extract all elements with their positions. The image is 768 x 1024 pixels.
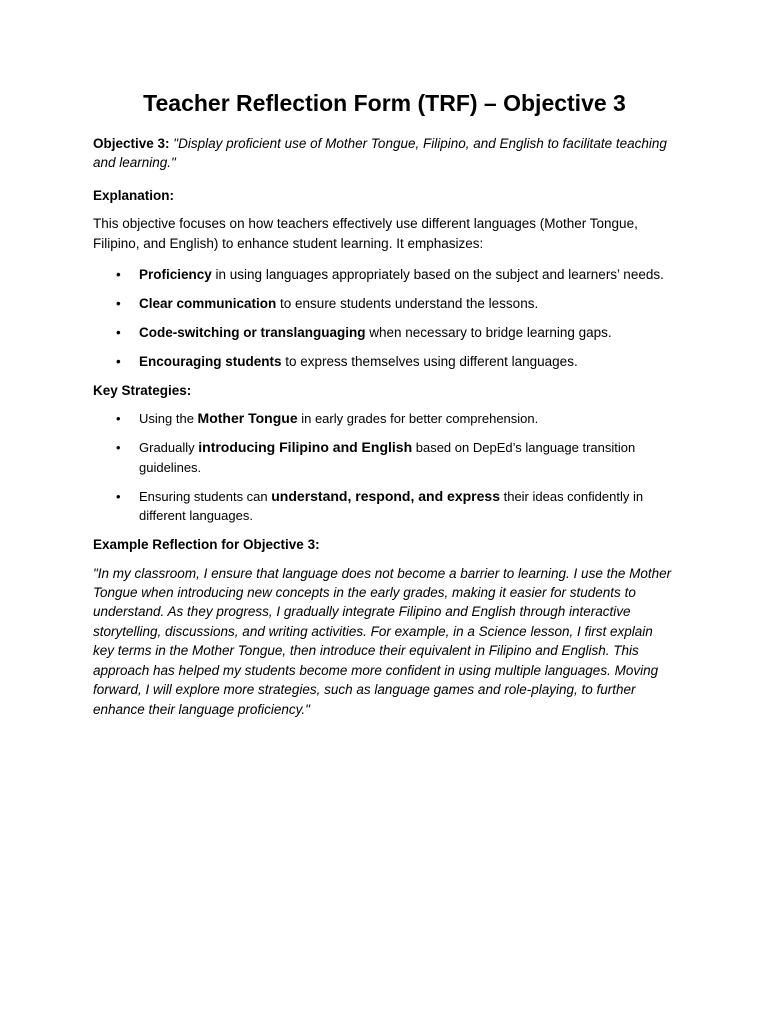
bullet-icon: • (116, 267, 121, 283)
list-item (116, 352, 676, 371)
item-prefix: Ensuring students can (139, 488, 272, 504)
emphasis-list (93, 265, 676, 371)
list-item (116, 323, 676, 342)
item-text: their ideas confidently in different languages. (139, 488, 644, 524)
strategies-heading: Key Strategies: (93, 383, 192, 399)
list-item (116, 438, 676, 477)
list-item (116, 487, 676, 526)
bullet-icon: • (116, 325, 121, 341)
strategies-list (93, 409, 676, 525)
list-item (116, 265, 676, 284)
item-bold: Encouraging students (139, 354, 282, 370)
item-bold: introducing Filipino and English (198, 439, 413, 456)
explanation-heading: Explanation: (93, 187, 175, 203)
bullet-icon: • (116, 296, 121, 312)
objective-statement (93, 134, 676, 173)
bullet-icon: • (116, 488, 121, 504)
item-text: when necessary to bridge learning gaps. (365, 325, 612, 341)
item-bold: Proficiency (139, 267, 212, 283)
item-text: to ensure students understand the lessons. (276, 296, 539, 312)
example-heading: Example Reflection for Objective 3: (93, 537, 320, 553)
list-item (116, 294, 676, 313)
item-prefix: Gradually (139, 440, 199, 456)
item-bold: understand, respond, and express (271, 487, 500, 504)
item-text: to express themselves using different languages. (281, 354, 578, 370)
item-prefix: Using the (139, 411, 198, 427)
objective-text: "Display proficient use of Mother Tongue, Filipino, and English to facilitate teaching and learning." (93, 136, 667, 171)
document-title: Teacher Reflection Form (TRF) – Objective 3 (143, 90, 626, 116)
bullet-icon: • (116, 440, 121, 456)
bullet-icon: • (116, 411, 121, 427)
objective-label: Objective 3: (93, 136, 170, 151)
item-bold: Mother Tongue (197, 410, 298, 427)
item-text: in using languages appropriately based on the subject and learners’ needs. (211, 267, 664, 283)
example-reflection-text: "In my classroom, I ensure that language does not become a barrier to learning. I use the Mother Tongue when introducing new concepts in the early grades, making it easier for students to understand. As they progress, I gradually integrate Filipino and English through interactive storytelling, discussions, and writing activities. For example, in a Science lesson, I first explain key terms in the Mother Tongue, then introduce their equivalent in Filipino and English. This approach has helped my students become more confident in using multiple languages. Moving forward, I will explore more strategies, such as language games and role-playing, to further enhance their language proficiency." (93, 565, 672, 717)
bullet-icon: • (116, 354, 121, 370)
list-item (116, 409, 676, 428)
item-bold: Clear communication (139, 296, 277, 312)
explanation-text: This objective focuses on how teachers effectively use different languages (Mother Tongue, Filipino, and English) to enhance student learning. It emphasizes: (93, 216, 638, 251)
item-bold: Code-switching or translanguaging (139, 325, 366, 341)
item-text: in early grades for better comprehension. (297, 411, 539, 427)
item-text: based on DepEd’s language transition guidelines. (139, 440, 636, 475)
